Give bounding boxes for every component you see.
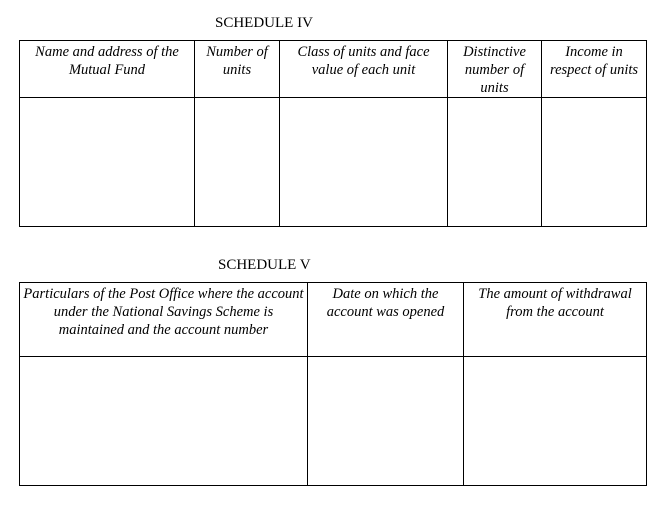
schedule-iv-col-income: Income in respect of units <box>542 41 647 98</box>
schedule-v-header-row <box>20 283 647 357</box>
schedule-iv-col-class-face-value: Class of units and face value of each unit <box>280 41 448 98</box>
schedule-iv-col-number-of-units: Number of units <box>195 41 280 98</box>
schedule-iv-cell-number-of-units[interactable] <box>195 98 280 227</box>
schedule-iv-col-mutual-fund: Name and address of the Mutual Fund <box>20 41 195 98</box>
schedule-v-col-withdrawal-amount: The amount of withdrawal from the account <box>464 283 647 357</box>
schedule-iv-cell-class-face-value[interactable] <box>280 98 448 227</box>
schedule-iv-title: SCHEDULE IV <box>215 15 313 31</box>
schedule-iv-cell-income[interactable] <box>542 98 647 227</box>
schedule-v-col-date-opened: Date on which the account was opened <box>308 283 464 357</box>
schedule-iv-header-row <box>20 41 647 98</box>
schedule-v-table <box>19 282 647 486</box>
schedule-iv-col-distinctive-number: Distinctive number of units <box>448 41 542 98</box>
schedule-iv-cell-mutual-fund[interactable] <box>20 98 195 227</box>
schedule-v-cell-post-office[interactable] <box>20 357 308 486</box>
schedule-v-cell-withdrawal-amount[interactable] <box>464 357 647 486</box>
schedule-iv-cell-distinctive-number[interactable] <box>448 98 542 227</box>
schedule-v-entry-row <box>20 357 647 486</box>
schedule-v-col-post-office: Particulars of the Post Office where the account under the National Savings Scheme is maintained and the account number <box>20 283 308 357</box>
schedule-iv-entry-row <box>20 98 647 227</box>
schedule-iv-table <box>19 40 647 227</box>
schedule-v-cell-date-opened[interactable] <box>308 357 464 486</box>
schedule-v-title: SCHEDULE V <box>218 257 311 273</box>
